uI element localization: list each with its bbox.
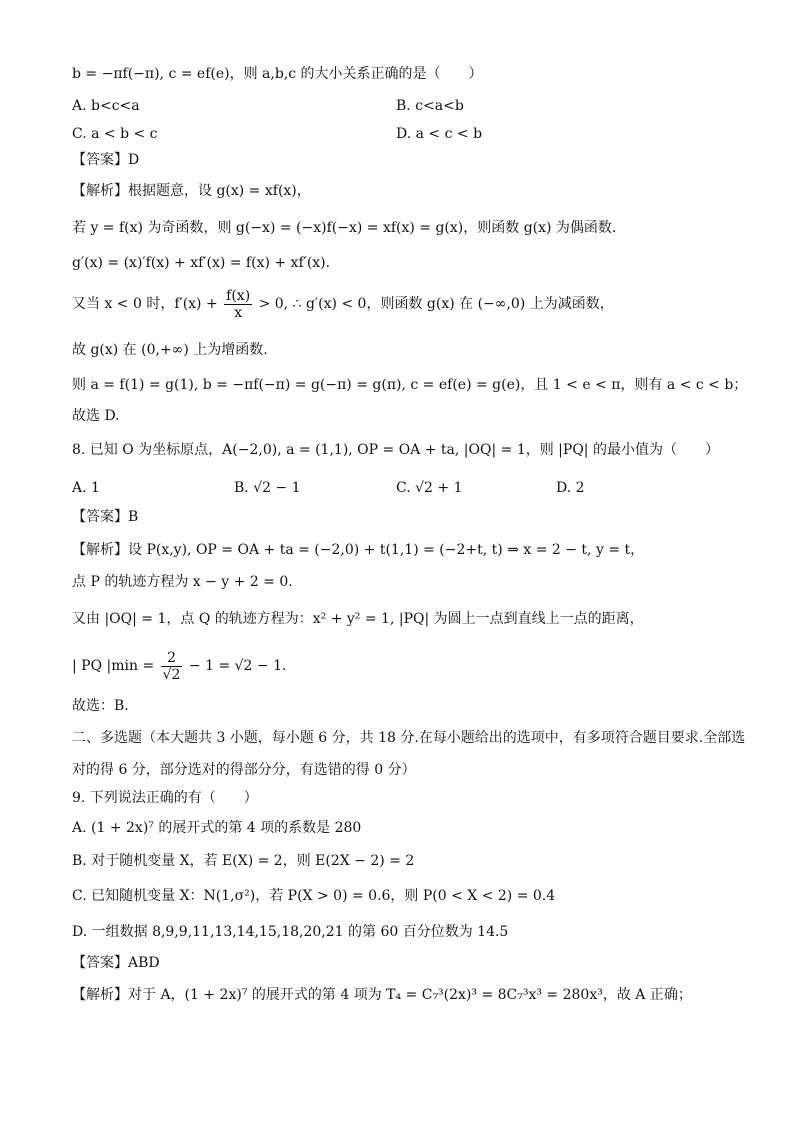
q7-answer: 【答案】D xyxy=(72,152,140,168)
q9-analysis-line: 【解析】对于 A，(1 + 2x)⁷ 的展开式的第 4 项为 T₄ = C₇³(2x)³ = 8C₇³x³ = 280x³，故 A 正确； xyxy=(72,987,692,1003)
section-heading: 二、多选题（本大题共 3 小题，每小题 6 分，共 18 分.在每小题给出的选项中，有多项符合题目要求.全部选 xyxy=(72,730,746,746)
q7-option-a: A. b<c<a xyxy=(72,98,140,114)
q9-option-a: A. (1 + 2x)⁷ 的展开式的第 4 项的系数是 280 xyxy=(72,820,362,836)
q8-analysis-line-fraction xyxy=(72,646,734,686)
q8-analysis-line: 又由 |OQ| = 1，点 Q 的轨迹方程为：x² + y² = 1, |PQ| 为圆上一点到直线上一点的距离， xyxy=(72,611,644,627)
section-heading: 对的得 6 分，部分选对的得部分分，有选错的得 0 分） xyxy=(72,762,416,778)
q7-analysis-line: 【解析】根据题意，设 g(x) = xf(x)， xyxy=(72,183,311,199)
q7-analysis-text: 又当 x < 0 时，f′(x) + xyxy=(72,296,218,312)
q7-option-d: D. a < c < b xyxy=(396,126,483,142)
q8-answer: 【答案】B xyxy=(72,509,139,525)
q7-stem-tail: b = −πf(−π), c = ef(e)，则 a,b,c 的大小关系正确的是（ ） xyxy=(72,66,483,82)
q8-analysis-text: | PQ |min = xyxy=(72,658,155,674)
q8-analysis-line: 故选：B. xyxy=(72,698,129,714)
q7-analysis-line: 故选 D. xyxy=(72,408,120,424)
q7-analysis-text: > 0, ∴ g′(x) < 0，则函数 g(x) 在 (−∞,0) 上为减函数， xyxy=(258,296,614,312)
q7-option-c: C. a < b < c xyxy=(72,126,158,142)
q8-analysis-line: 点 P 的轨迹方程为 x − y + 2 = 0. xyxy=(72,574,293,590)
q9-option-d: D. 一组数据 8,9,9,11,13,14,15,18,20,21 的第 60 百分位数为 14.5 xyxy=(72,924,509,940)
q8-option-a: A. 1 xyxy=(72,480,100,496)
q9-option-c: C. 已知随机变量 X：N(1,σ²)，若 P(X > 0) = 0.6，则 P(0 < X < 2) = 0.4 xyxy=(72,888,556,904)
fraction xyxy=(161,650,183,683)
fraction xyxy=(224,288,252,321)
q9-answer: 【答案】ABD xyxy=(72,955,160,971)
q8-option-c: C. √2 + 1 xyxy=(396,480,463,496)
q7-analysis-line-fraction xyxy=(72,284,734,324)
q7-analysis-line: 则 a = f(1) = g(1), b = −πf(−π) = g(−π) = g(π), c = ef(e) = g(e)，且 1 < e < π，则有 a < c < b； xyxy=(72,377,748,393)
q8-option-d: D. 2 xyxy=(556,480,585,496)
fraction-denominator: x xyxy=(234,304,243,321)
fraction-numerator: 2 xyxy=(161,650,183,667)
q8-option-b: B. √2 − 1 xyxy=(234,480,301,496)
q7-analysis-line: g′(x) = (x)′f(x) + xf′(x) = f(x) + xf′(x). xyxy=(72,255,331,271)
q8-analysis-text: − 1 = √2 − 1. xyxy=(188,658,287,674)
fraction-denominator: √2 xyxy=(162,666,181,683)
fraction-numerator: f(x) xyxy=(226,287,251,304)
q7-option-b: B. c<a<b xyxy=(396,98,464,114)
q7-analysis-line: 故 g(x) 在 (0,+∞) 上为增函数. xyxy=(72,342,268,358)
q7-analysis-line: 若 y = f(x) 为奇函数，则 g(−x) = (−x)f(−x) = xf(x) = g(x)，则函数 g(x) 为偶函数. xyxy=(72,220,617,236)
q9-stem: 9. 下列说法正确的有（ ） xyxy=(72,790,258,806)
q9-option-b: B. 对于随机变量 X，若 E(X) = 2，则 E(2X − 2) = 2 xyxy=(72,853,415,869)
q8-analysis-line: 【解析】设 P(x,y), OP = OA + ta = (−2,0) + t(1,1) = (−2+t, t) ⇒ x = 2 − t, y = t， xyxy=(72,542,645,558)
q8-stem: 8. 已知 O 为坐标原点，A(−2,0), a = (1,1), OP = OA + ta, |OQ| = 1，则 |PQ| 的最小值为（ ） xyxy=(72,442,719,458)
